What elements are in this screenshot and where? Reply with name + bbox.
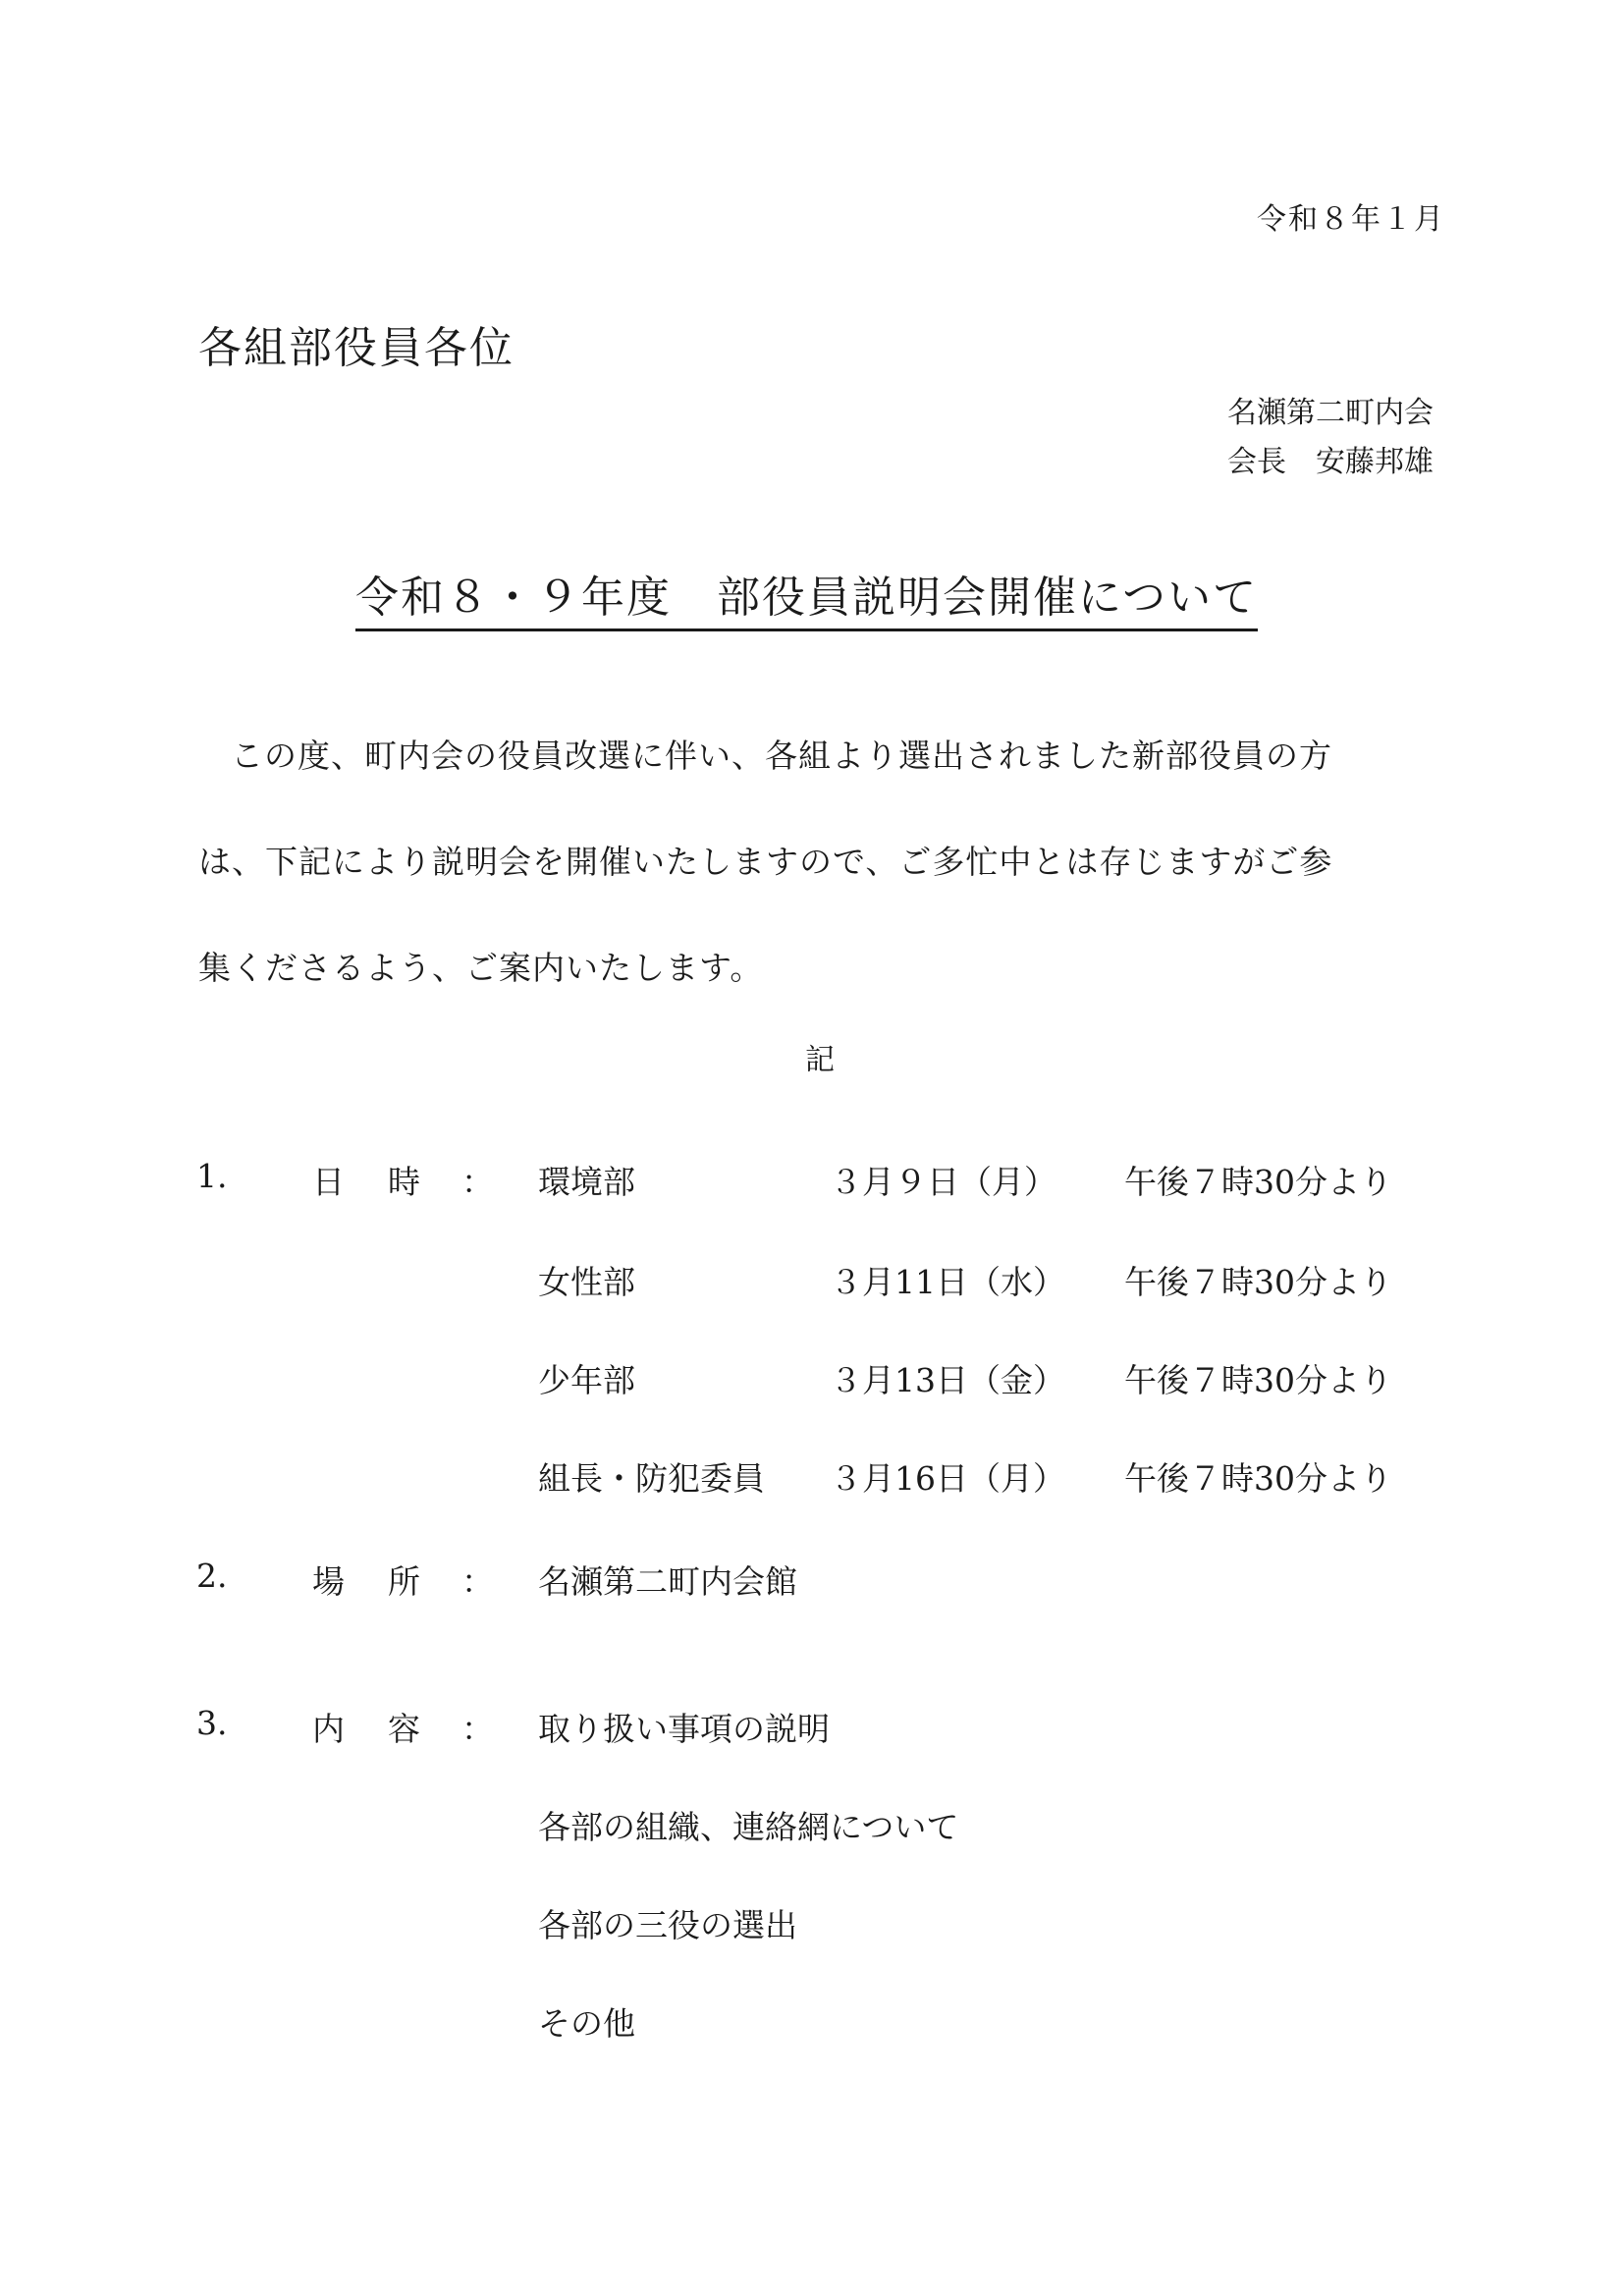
schedule-dept: 組長・防犯委員	[538, 1459, 765, 1498]
document-date: 令和８年１月	[1257, 202, 1445, 237]
schedule-date: ３月13日（金）	[830, 1361, 1065, 1399]
body-line: 集くださるよう、ご案内いたします。	[198, 949, 764, 987]
item-number: 2.	[196, 1557, 228, 1595]
schedule-date: ３月16日（月）	[830, 1459, 1065, 1498]
place-value: 名瀬第二町内会館	[538, 1562, 797, 1601]
schedule-time: 午後７時30分より	[1124, 1163, 1392, 1201]
sender-organization: 名瀬第二町内会	[1227, 396, 1434, 430]
item-label: 所	[388, 1562, 420, 1601]
body-line: は、下記により説明会を開催いたしますので、ご多忙中とは存じますがご参	[198, 843, 1333, 881]
schedule-dept: 少年部	[538, 1361, 635, 1399]
addressee: 各組部役員各位	[198, 323, 514, 373]
content-value: 各部の組織、連絡網について	[538, 1808, 959, 1846]
schedule-date: ３月11日（水）	[830, 1263, 1065, 1301]
item-colon: ：	[461, 1163, 494, 1201]
schedule-date: ３月９日（月）	[830, 1163, 1056, 1201]
content-value: 各部の三役の選出	[538, 1906, 797, 1944]
item-label: 容	[388, 1710, 420, 1748]
item-number: 1.	[196, 1157, 228, 1195]
schedule-time: 午後７時30分より	[1124, 1263, 1392, 1301]
item-label: 内	[312, 1710, 345, 1748]
sender-block	[1227, 389, 1434, 487]
schedule-time: 午後７時30分より	[1124, 1459, 1392, 1498]
content-value: 取り扱い事項の説明	[538, 1710, 830, 1748]
body-paragraph	[198, 703, 1475, 1021]
document-title: 令和８・９年度 部役員説明会開催について	[355, 562, 1258, 631]
item-label: 日	[312, 1163, 345, 1201]
content-value: その他	[538, 2004, 635, 2043]
sender-position-name: 会長 安藤邦雄	[1227, 445, 1434, 479]
item-colon: ：	[461, 1710, 494, 1748]
ki-heading: 記	[805, 1043, 835, 1077]
item-label: 場	[312, 1562, 345, 1601]
schedule-time: 午後７時30分より	[1124, 1361, 1392, 1399]
body-line: この度、町内会の役員改選に伴い、各組より選出されました新部役員の方	[231, 737, 1332, 775]
item-label: 時	[388, 1163, 420, 1201]
item-number: 3.	[196, 1704, 228, 1742]
item-colon: ：	[461, 1562, 494, 1601]
schedule-dept: 女性部	[538, 1263, 635, 1301]
schedule-dept: 環境部	[538, 1163, 635, 1201]
